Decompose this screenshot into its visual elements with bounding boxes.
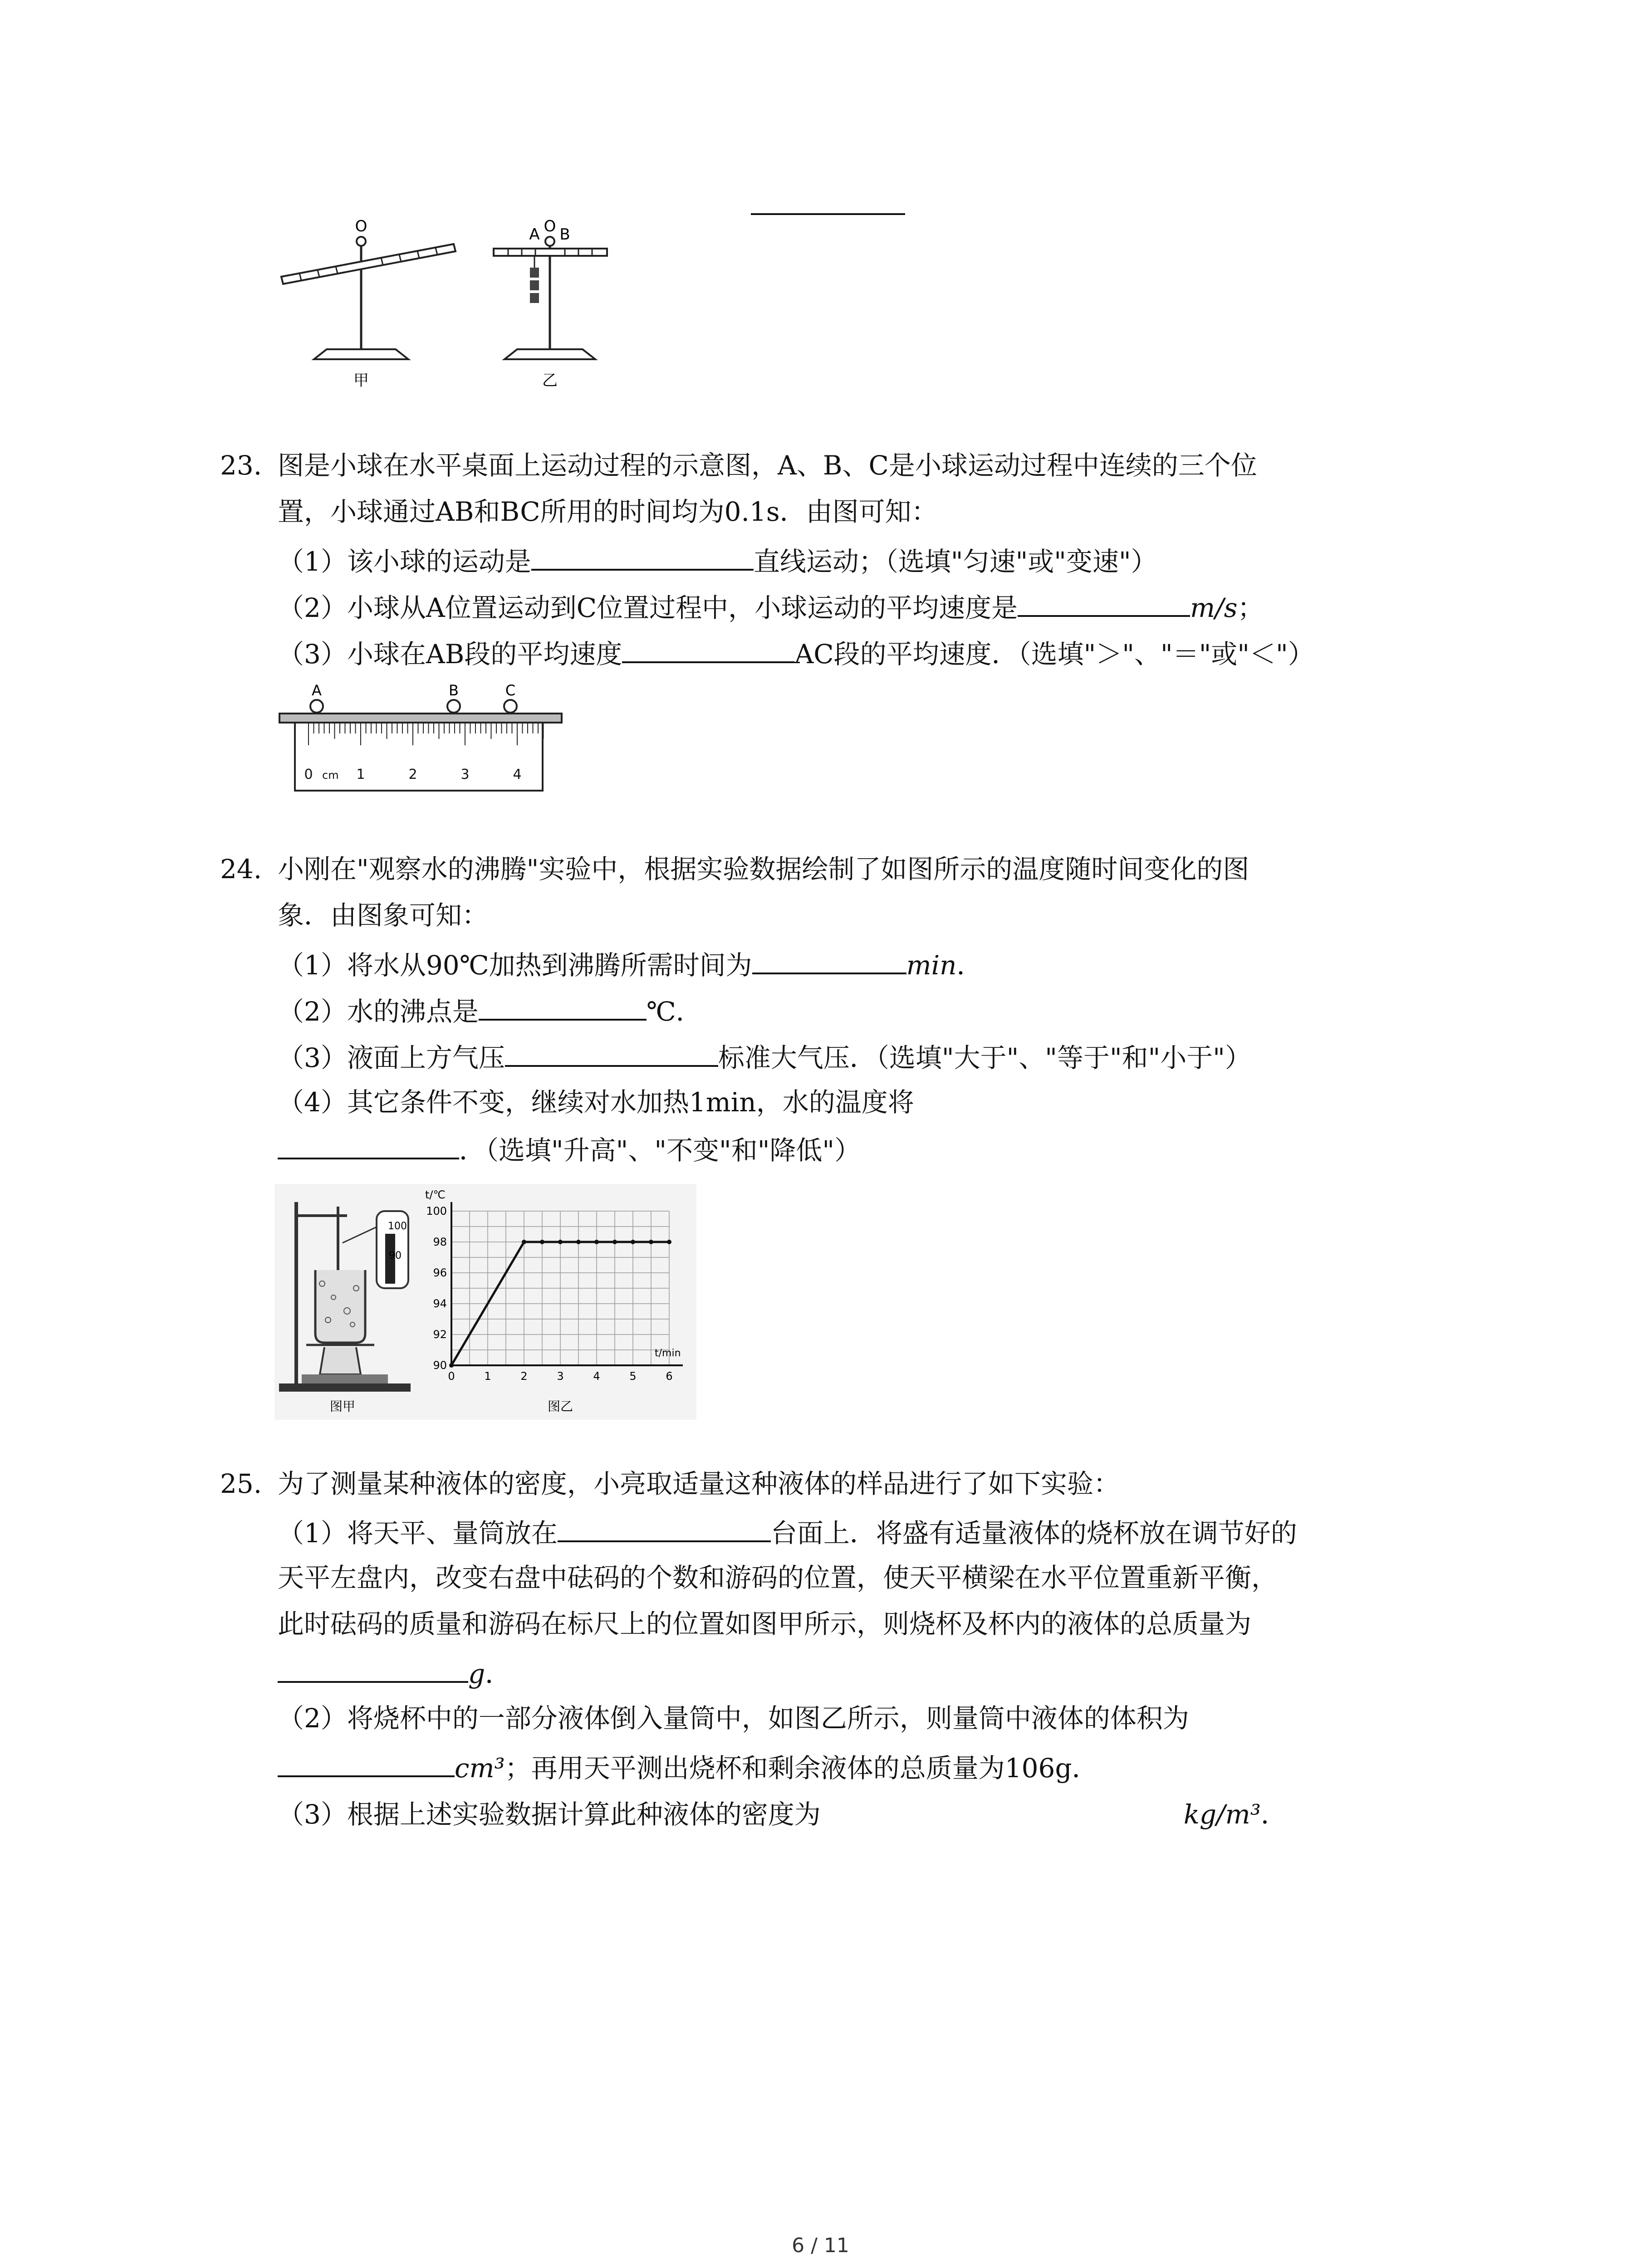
ruler-label-a: A: [312, 682, 322, 699]
q25-part1-blank-surface[interactable]: [558, 1515, 771, 1542]
q23-part1-suffix: 直线运动；（选填"匀速"或"变速"）: [753, 546, 1157, 577]
lever-yi: [494, 217, 607, 390]
q25-part1-line3: 此时砝码的质量和游码在标尺上的位置如图甲所示，则烧杯及杯内的液体的总质量为: [278, 1608, 1252, 1639]
q24-part1-prefix: （1）将水从90℃加热到沸腾所需时间为: [278, 950, 752, 981]
ruler-label-c: C: [505, 682, 516, 699]
y-tick-label: 94: [433, 1297, 447, 1310]
q23-part1: [278, 543, 1157, 578]
chart-xlabel: t/min: [655, 1348, 681, 1359]
q23-part3-suffix: AC段的平均速度．（选填"＞"、"＝"或"＜"）: [794, 639, 1314, 670]
q24-part3: [278, 1040, 1251, 1074]
q23-part2-unit: m/s: [1190, 592, 1238, 623]
lever-jia: [281, 217, 456, 390]
x-tick-label: 4: [593, 1370, 600, 1383]
q25-part2-suffix: ；再用天平测出烧杯和剩余液体的总质量为106g．: [505, 1753, 1098, 1784]
q23-part1-prefix: （1）该小球的运动是: [278, 546, 531, 577]
q25-part2-unit: cm³: [455, 1753, 505, 1784]
thermometer-100-label: 100: [388, 1221, 407, 1232]
x-tick-label: 3: [557, 1370, 564, 1383]
data-point: [667, 1240, 671, 1244]
data-point: [540, 1240, 544, 1244]
q25-part1: [278, 1515, 1297, 1549]
q24-part3-blank[interactable]: [505, 1040, 718, 1067]
ball-a: [310, 700, 323, 713]
y-tick-label: 90: [433, 1359, 447, 1372]
ruler-tick-2: 2: [408, 767, 417, 782]
q25-part1-prefix: （1）将天平、量筒放在: [278, 1518, 558, 1549]
data-point: [612, 1240, 617, 1244]
q24-stem-line2: 象．由图象可知：: [278, 900, 489, 931]
q23-stem-line2: 置，小球通过AB和BC所用的时间均为0.1s．由图可知：: [278, 496, 938, 527]
q23-part2-end: ；: [1237, 592, 1264, 623]
q25-part2: （2）将烧杯中的一部分液体倒入量筒中，如图乙所示，则量筒中液体的体积为: [278, 1703, 1189, 1734]
q24-part4-suffix: ．（选填"升高"、"不变"和"降低"）: [459, 1135, 861, 1166]
fig-jia-caption: 图甲: [329, 1399, 356, 1414]
q23-part2: [278, 590, 1264, 624]
q25-part1-line4: [278, 1656, 511, 1690]
point-b-label: B: [559, 225, 570, 244]
q23-part1-blank[interactable]: [531, 543, 754, 571]
q24-part2-blank[interactable]: [479, 993, 647, 1021]
point-a-label: A: [529, 225, 540, 244]
ruler-tick-0: 0: [304, 767, 313, 782]
thermometer-90-label: 90: [389, 1250, 402, 1261]
q22-answer-blank[interactable]: [751, 213, 905, 215]
temperature-time-chart: [415, 1184, 696, 1420]
pivot-o-label-jia: O: [355, 217, 367, 235]
ball-b: [447, 700, 460, 713]
q24-part4-blank[interactable]: [278, 1132, 459, 1159]
q25-part3-prefix: （3）根据上述实验数据计算此种液体的密度为: [278, 1799, 821, 1830]
y-tick-label: 100: [426, 1205, 447, 1217]
q24-number: 24.: [220, 854, 262, 885]
q24-part1-blank[interactable]: [752, 947, 906, 974]
data-point: [449, 1363, 454, 1368]
data-point: [649, 1240, 653, 1244]
q24-part2-suffix: ℃．: [646, 996, 702, 1027]
q23-part2-prefix: （2）小球从A位置运动到C位置过程中，小球运动的平均速度是: [278, 592, 1018, 623]
y-tick-label: 92: [433, 1328, 447, 1341]
ruler-figure: [277, 678, 572, 801]
q25-part1-blank-mass[interactable]: [278, 1656, 468, 1683]
lever-figures: [272, 213, 708, 404]
q25-part1-line2: 天平左盘内，改变右盘中砝码的个数和游码的位置，使天平横梁在水平位置重新平衡，: [278, 1562, 1278, 1593]
data-point: [594, 1240, 599, 1244]
q25-part1-unit: g: [468, 1658, 485, 1689]
q25-part1-end: ．: [485, 1658, 512, 1689]
q25-part3-unit: kg/m³: [1183, 1799, 1261, 1830]
x-tick-label: 6: [666, 1370, 673, 1383]
q24-part1: [278, 947, 983, 982]
data-point: [558, 1240, 563, 1244]
q24-stem-line1: 小刚在"观察水的沸腾"实验中，根据实验数据绘制了如图所示的温度随时间变化的图: [278, 854, 1249, 885]
data-point: [576, 1240, 581, 1244]
ruler-tick-3: 3: [460, 767, 470, 782]
q23-part3-prefix: （3）小球在AB段的平均速度: [278, 639, 622, 670]
q23-stem-line1: 图是小球在水平桌面上运动过程的示意图，A、B、C是小球运动过程中连续的三个位: [278, 450, 1257, 481]
ball-c: [504, 700, 517, 713]
q25-stem-line1: 为了测量某种液体的密度，小亮取适量这种液体的样品进行了如下实验：: [278, 1468, 1120, 1499]
y-tick-label: 96: [433, 1266, 447, 1279]
q23-part2-blank[interactable]: [1018, 590, 1190, 617]
chart-ylabel: t/℃: [425, 1188, 446, 1201]
ruler-label-b: B: [449, 682, 459, 699]
x-tick-label: 5: [629, 1370, 637, 1383]
q24-part2: [278, 993, 702, 1028]
q25-number: 25.: [220, 1468, 262, 1499]
q24-part4-line2: [278, 1132, 861, 1167]
fig-yi-caption: 图乙: [547, 1399, 573, 1414]
data-point: [522, 1240, 526, 1244]
ruler-unit: cm: [322, 769, 339, 782]
q23-number: 23.: [220, 450, 262, 481]
q25-part2-line2: [278, 1750, 1098, 1784]
boiling-apparatus-figure: [274, 1184, 415, 1420]
x-tick-label: 1: [484, 1370, 491, 1383]
x-tick-label: 0: [448, 1370, 455, 1383]
x-tick-label: 2: [520, 1370, 528, 1383]
q23-part3-blank[interactable]: [622, 636, 794, 663]
q25-part2-blank[interactable]: [278, 1750, 455, 1777]
q24-part3-suffix: 标准大气压．（选填"大于"、"等于"和"小于"）: [718, 1042, 1251, 1073]
ruler-tick-1: 1: [356, 767, 365, 782]
data-point: [631, 1240, 635, 1244]
pivot-o-label-yi: O: [544, 217, 556, 235]
ruler-tick-4: 4: [513, 767, 522, 782]
q24-part1-unit: min: [906, 950, 957, 981]
label-jia: 甲: [353, 371, 369, 390]
q25-part3-end: ．: [1260, 1799, 1287, 1830]
q24-part3-prefix: （3）液面上方气压: [278, 1042, 505, 1073]
q23-part3: [278, 636, 1314, 670]
q24-part4: （4）其它条件不变，继续对水加热1min，水的温度将: [278, 1087, 914, 1118]
label-yi: 乙: [542, 371, 558, 390]
y-tick-label: 98: [433, 1236, 447, 1248]
q25-part3: [278, 1798, 1287, 1831]
q25-part1-suffix: 台面上．将盛有适量液体的烧杯放在调节好的: [770, 1518, 1297, 1549]
q24-part1-end: ．: [956, 950, 983, 981]
q24-part2-prefix: （2）水的沸点是: [278, 996, 479, 1027]
page-number: 6 / 11: [792, 2234, 849, 2257]
